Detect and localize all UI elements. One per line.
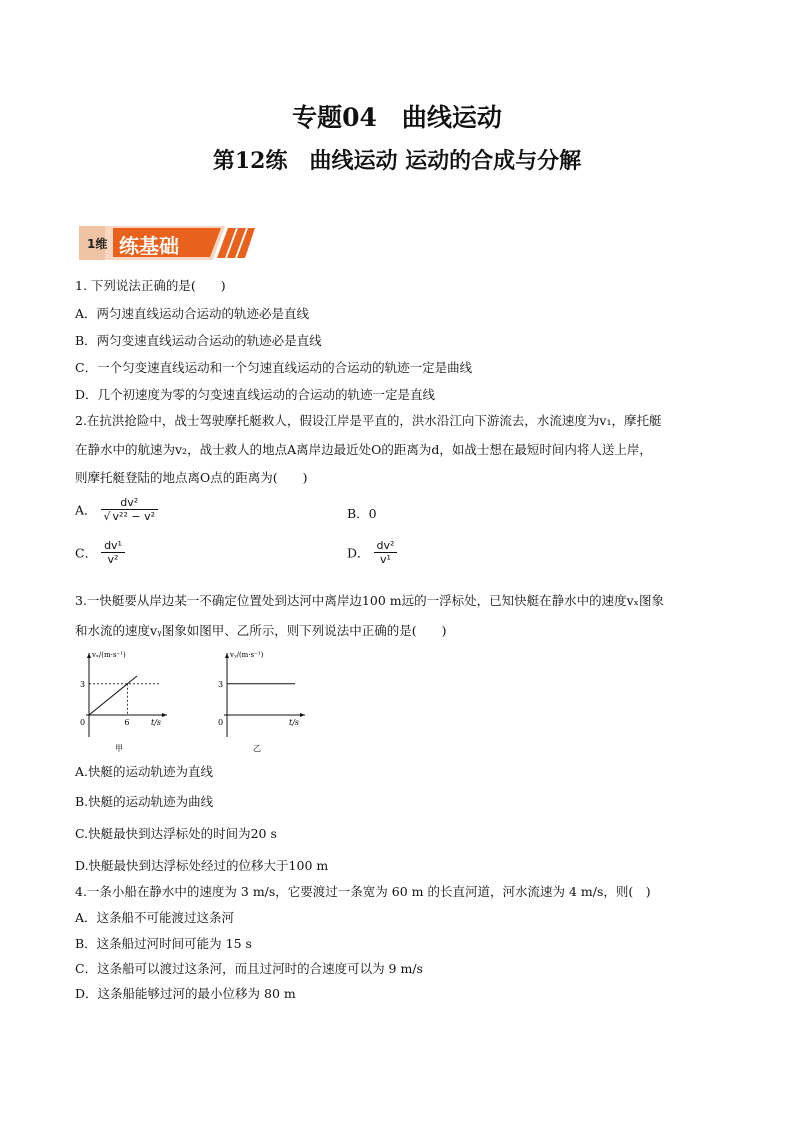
q3-option-a: A.快艇的运动轨迹为直线: [75, 764, 214, 779]
y-axis-label: vₓ/(m·s⁻¹): [92, 651, 126, 659]
y-axis-arrow: [87, 653, 91, 658]
q3-option-b: B.快艇的运动轨迹为曲线: [75, 794, 214, 809]
q3-line-2: 和水流的速度vᵧ图象如图甲、乙所示，则下列说法中正确的是( ): [75, 623, 447, 638]
origin-label: 0: [218, 718, 224, 727]
vy-graph-yi: [210, 645, 310, 753]
y-axis-arrow: [225, 653, 229, 658]
page-subtitle: 第12练 曲线运动 运动的合成与分解: [212, 148, 582, 174]
x-axis-label: t/s: [289, 718, 300, 727]
q2-option-d-fraction: $\frac{\text{dv²}}{\text{v¹}}$: [374, 539, 398, 566]
y-tick-label: 3: [80, 679, 86, 689]
q4-option-d: D．这条船能够过河的最小位移为 80 m: [75, 986, 296, 1001]
page-title: 专题04 曲线运动: [292, 103, 502, 132]
y-axis-label: vᵧ/(m·s⁻¹): [230, 651, 264, 659]
q1-stem: 1. 下列说法正确的是( ): [75, 278, 226, 293]
banner-label: 练基础: [119, 234, 179, 258]
q4-option-c: C．这条船可以渡过这条河，而且过河时的合速度可以为 9 m/s: [75, 961, 423, 976]
q3-option-d: D.快艇最快到达浮标处经过的位移大于100 m: [75, 858, 329, 873]
q2-line-3: 则摩托艇登陆的地点离O点的距离为( ): [75, 470, 308, 485]
graph-caption: 乙: [253, 744, 261, 753]
q2-option-a: A． $\frac{\text{dv²}}{\text{√ v²² − v²}}$: [75, 496, 158, 523]
q2-option-c: C． $\frac{\text{dv¹}}{\text{v²}}$: [75, 539, 125, 566]
vx-graph-jia: [72, 645, 172, 753]
x-tick-label: 6: [124, 718, 130, 727]
q2-option-a-fraction: $\frac{\text{dv²}}{\text{√ v²² − v²}}$: [101, 496, 158, 523]
q2-line-2: 在静水中的航速为v₂，战士救人的地点A离岸边最近处O的距离为d，如战士想在最短时间内将人送上岸，: [75, 442, 652, 457]
q2-option-b: B．0: [347, 506, 377, 521]
x-axis-arrow: [162, 713, 167, 717]
q1-option-d: D．几个初速度为零的匀变速直线运动的合运动的轨迹一定是直线: [75, 387, 436, 402]
q1-option-c: C．一个匀变速直线运动和一个匀速直线运动的合运动的轨迹一定是曲线: [75, 360, 473, 375]
origin-label: 0: [80, 718, 86, 727]
banner-tag: 1维: [87, 237, 108, 251]
q1-option-b: B．两匀变速直线运动合运动的轨迹必是直线: [75, 333, 322, 348]
y-tick-label: 3: [218, 679, 224, 689]
x-axis-label: t/s: [151, 718, 162, 727]
q1-option-a: A．两匀速直线运动合运动的轨迹必是直线: [75, 306, 310, 321]
q4-stem: 4.一条小船在静水中的速度为 3 m/s，它要渡过一条宽为 60 m 的长直河道，河水流速为 4 m/s，则( ): [75, 884, 651, 899]
x-axis-arrow: [300, 713, 305, 717]
graph-caption: 甲: [115, 744, 123, 753]
series-line: [89, 676, 137, 715]
q2-option-d: D． $\frac{\text{dv²}}{\text{v¹}}$: [347, 539, 397, 566]
q4-option-a: A．这条船不可能渡过这条河: [75, 910, 235, 925]
q2-option-c-fraction: $\frac{\text{dv¹}}{\text{v²}}$: [101, 539, 125, 566]
q4-option-b: B．这条船过河时间可能为 15 s: [75, 936, 252, 951]
q2-line-1: 2.在抗洪抢险中，战士驾驶摩托艇救人，假设江岸是平直的，洪水沿江向下游流去，水流速度为v₁，摩托艇: [75, 413, 662, 428]
q3-line-1: 3.一快艇要从岸边某一不确定位置处到达河中离岸边100 m远的一浮标处，已知快艇在静水中的速度vₓ图象: [75, 593, 664, 608]
q3-option-c: C.快艇最快到达浮标处的时间为20 s: [75, 826, 277, 841]
section-banner: [75, 226, 255, 260]
